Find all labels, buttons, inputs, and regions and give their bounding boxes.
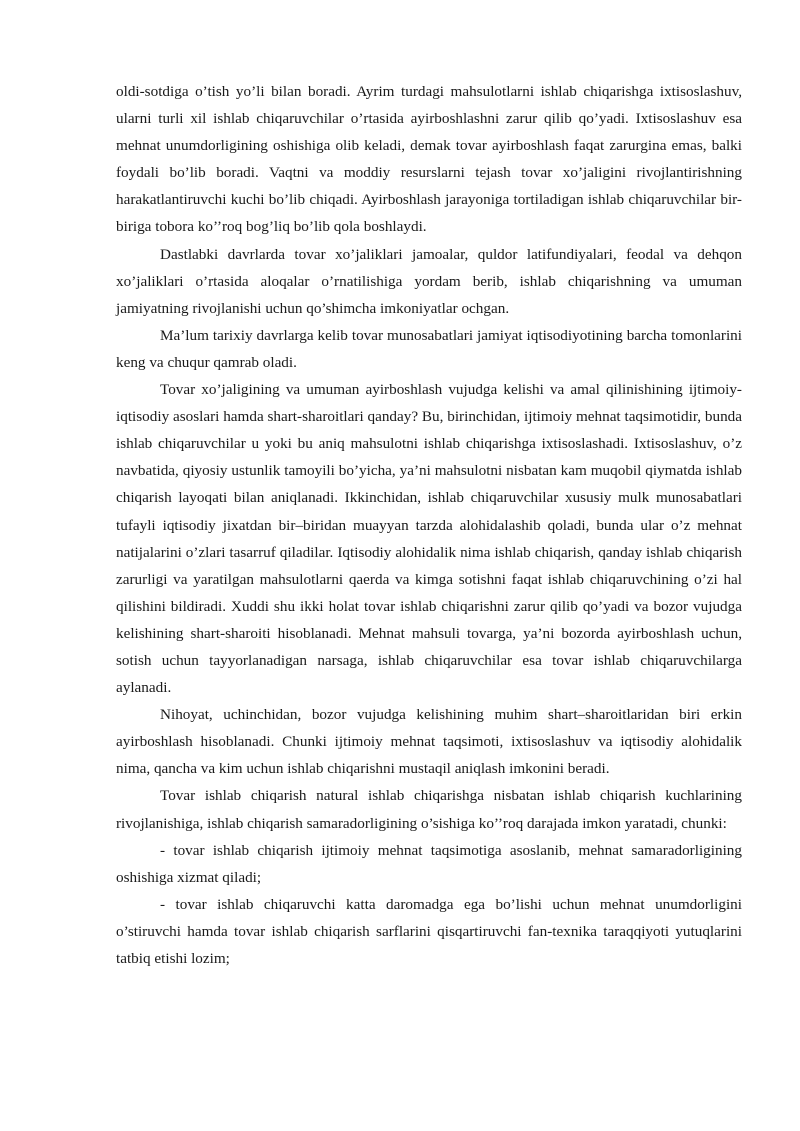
- paragraph-6: Tovar ishlab chiqarish natural ishlab chiqarishga nisbatan ishlab chiqarish kuchlarining rivojlanishiga, ishlab chiqarish samaradorligining o’sishiga ko’’roq darajada imkon yaratadi, chunki:: [116, 787, 742, 832]
- list-item-1: - tovar ishlab chiqarish ijtimoiy mehnat taqsimotiga asoslanib, mehnat samaradorligining oshishiga xizmat qiladi;: [116, 841, 742, 886]
- paragraph-4: Tovar xo’jaligining va umuman ayirboshlash vujudga kelishi va amal qilinishining ijtimoiy-iqtisodiy asoslari hamda shart-sharoitlari qanday? Bu, birinchidan, ijtimoiy mehnat taqsimotidir, bunda ishlab chiqaruvchilar u yoki bu aniq mahsulotni ishlab chiqarishga ixtisoslashadi. Ixtisoslashuv, o’z navbatida, qiyosiy ustunlik tamoyili bo’yicha, ya’ni mahsulotni nisbatan kam muqobil qiymatda ishlab chiqarish layoqati bilan aniqlanadi. Ikkinchidan, ishlab chiqaruvchilar xususiy mulk munosabatlari tufayli iqtisodiy jixatdan bir–biridan muayyan tarzda alohidalashib qoladi, bunda ular o’z mehnat natijalarini o’zlari tasarruf qiladilar. Iqtisodiy alohidalik nima ishlab chiqarish, qanday ishlab chiqarish zarurligi va yaratilgan mahsulotlarni qaerda va kimga sotishni faqat ishlab chiqaruvchining o’zi hal qilishini bildiradi. Xuddi shu ikki holat tovar ishlab chiqarishni zarur qilib qo’yadi va bozor vujudga kelishining shart-sharoiti hisoblanadi. Mehnat mahsuli tovarga, ya’ni bozorda ayirboshlash uchun, sotish uchun tayyorlanadigan narsaga, ishlab chiqaruvchilar esa tovar ishlab chiqaruvchilarga aylanadi.: [116, 381, 742, 697]
- document-page: [116, 78, 742, 972]
- paragraph-1: oldi-sotdiga o’tish yo’li bilan boradi. Ayrim turdagi mahsulotlarni ishlab chiqarishga ixtisoslashuv, ularni turli xil ishlab chiqaruvchilar o’rtasida ayirboshlashni zarur qilib qo’yadi. Ixtisoslashuv esa mehnat unumdorligining oshishiga olib keladi, demak tovar ayirboshlash faqat zarurgina emas, balki foydali bo’lib boradi. Vaqtni va moddiy resurslarni tejash tovar xo’jaligini rivojlantirishning harakatlantiruvchi kuchi bo’lib chiqadi. Ayirboshlash jarayoniga tortiladigan ishlab chiqaruvchilar bir-biriga tobora ko’’roq bog’liq bo’lib qola boshlaydi.: [116, 83, 742, 236]
- paragraph-2: Dastlabki davrlarda tovar xo’jaliklari jamoalar, quldor latifundiyalari, feodal va dehqon xo’jaliklari o’rtasida aloqalar o’rnatilishiga yordam berib, ishlab chiqarishning va umuman jamiyatning rivojlanishi uchun qo’shimcha imkoniyatlar ochgan.: [116, 245, 742, 317]
- list-item-2: - tovar ishlab chiqaruvchi katta daromadga ega bo’lishi uchun mehnat unumdorligini o’stiruvchi hamda tovar ishlab chiqarish sarflarini qisqartiruvchi fan-texnika taraqqiyoti yutuqlarini tatbiq etishi lozim;: [116, 895, 742, 967]
- paragraph-3: Ma’lum tarixiy davrlarga kelib tovar munosabatlari jamiyat iqtisodiyotining barcha tomonlarini keng va chuqur qamrab oladi.: [116, 326, 742, 371]
- paragraph-5: Nihoyat, uchinchidan, bozor vujudga kelishining muhim shart–sharoitlaridan biri erkin ayirboshlash hisoblanadi. Chunki ijtimoiy mehnat taqsimoti, ixtisoslashuv va iqtisodiy alohidalik nima, qancha va kim uchun ishlab chiqarishni mustaqil aniqlash imkonini beradi.: [116, 706, 742, 778]
